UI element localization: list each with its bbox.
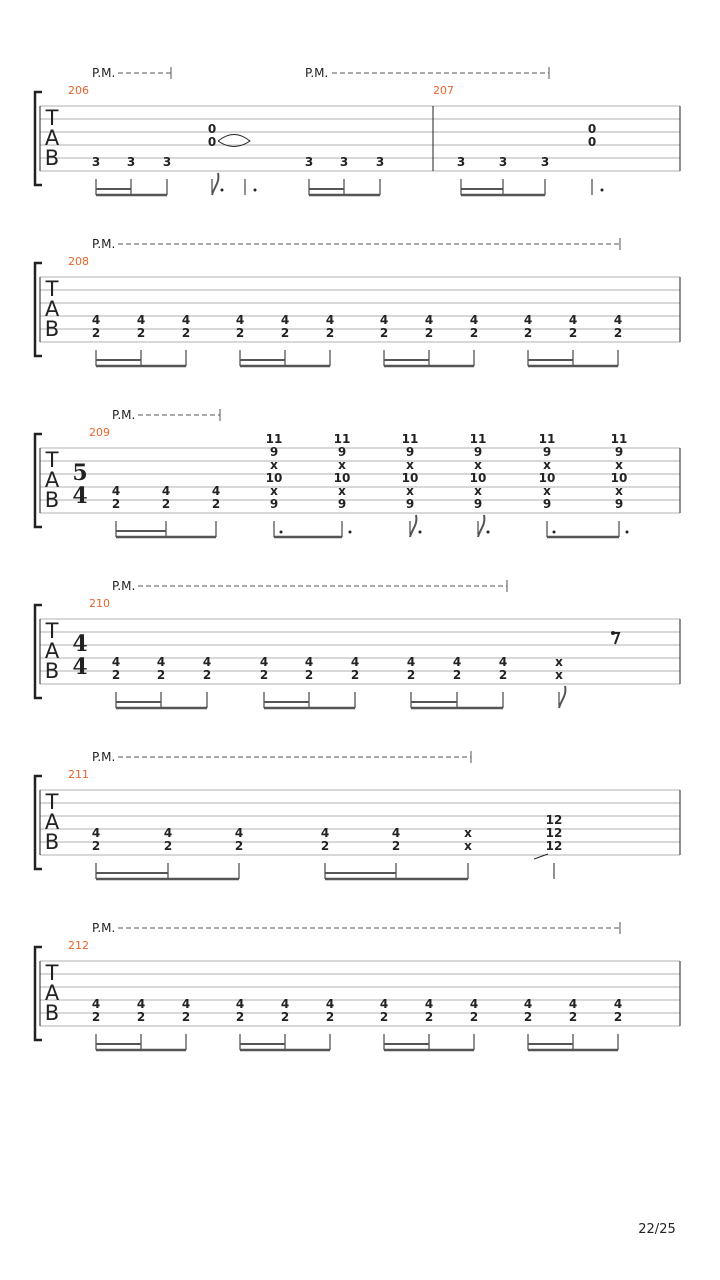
fret-number: 4 xyxy=(111,655,121,669)
fret-number: 2 xyxy=(181,1010,191,1024)
tab-clef-letter: T xyxy=(45,448,59,472)
fret-number: 2 xyxy=(424,326,434,340)
fret-number: x xyxy=(338,458,346,472)
rhythm-dot xyxy=(349,531,352,534)
fret-number: 11 xyxy=(333,432,351,446)
fret-number: 4 xyxy=(280,997,290,1011)
fret-number: x xyxy=(474,484,482,498)
fret-number: 4 xyxy=(234,826,244,840)
rhythm-dot xyxy=(221,189,224,192)
fret-number: x xyxy=(555,668,563,682)
fret-number: 2 xyxy=(156,668,166,682)
fret-number: 2 xyxy=(234,839,244,853)
fret-number: 2 xyxy=(406,668,416,682)
beat xyxy=(541,155,549,169)
beat xyxy=(203,655,211,682)
measure-number: 209 xyxy=(89,426,110,439)
beat xyxy=(588,122,596,149)
measure-number: 206 xyxy=(68,84,89,97)
fret-number: 4 xyxy=(211,484,221,498)
fret-number: 9 xyxy=(337,445,347,459)
fret-number: 3 xyxy=(339,155,349,169)
beat xyxy=(281,997,289,1024)
beat xyxy=(470,997,478,1024)
fret-number: 9 xyxy=(405,497,415,511)
tab-clef-letter: A xyxy=(44,810,60,834)
fret-number: 9 xyxy=(337,497,347,511)
fret-number: 9 xyxy=(269,445,279,459)
fret-number: 0 xyxy=(207,122,217,136)
fret-number: 10 xyxy=(469,471,487,485)
beat xyxy=(546,813,563,853)
tab-clef-letter: A xyxy=(44,126,60,150)
beat xyxy=(137,313,145,340)
fret-number: x xyxy=(406,484,414,498)
beat xyxy=(127,155,135,169)
tab-clef-letter: T xyxy=(45,277,59,301)
fret-number: 4 xyxy=(469,997,479,1011)
fret-number: 4 xyxy=(424,313,434,327)
tab-clef-letter: B xyxy=(44,146,60,170)
fret-number: 4 xyxy=(498,655,508,669)
beat xyxy=(236,997,244,1024)
rhythm-dot xyxy=(601,189,604,192)
fret-number: 11 xyxy=(265,432,283,446)
fret-number: 2 xyxy=(259,668,269,682)
fret-number: 4 xyxy=(325,313,335,327)
fret-number: x xyxy=(406,458,414,472)
fret-number: 2 xyxy=(379,1010,389,1024)
tab-clef-letter: T xyxy=(45,790,59,814)
beat xyxy=(569,997,577,1024)
note-flag xyxy=(559,686,565,708)
rhythm-dot xyxy=(487,531,490,534)
beat xyxy=(236,313,244,340)
fret-number: 2 xyxy=(498,668,508,682)
beat xyxy=(611,432,628,511)
tab-system-5 xyxy=(35,750,680,879)
palm-mute-label: P.M. xyxy=(92,66,116,80)
fret-number: 4 xyxy=(523,997,533,1011)
fret-number: 4 xyxy=(235,313,245,327)
beat xyxy=(380,313,388,340)
fret-number: 4 xyxy=(568,997,578,1011)
fret-number: 2 xyxy=(163,839,173,853)
tab-clef-letter: T xyxy=(45,961,59,985)
beat xyxy=(539,432,556,511)
beat xyxy=(457,155,465,169)
fret-number: 4 xyxy=(235,997,245,1011)
fret-number: 2 xyxy=(613,1010,623,1024)
fret-number: 10 xyxy=(401,471,419,485)
palm-mute-label: P.M. xyxy=(92,237,116,251)
measure-number: 211 xyxy=(68,768,89,781)
beat xyxy=(392,826,400,853)
fret-number: 4 xyxy=(163,826,173,840)
beat xyxy=(614,313,622,340)
note-flag xyxy=(410,515,416,537)
fret-number: 9 xyxy=(542,445,552,459)
beat xyxy=(425,313,433,340)
fret-number: 2 xyxy=(111,497,121,511)
tab-clef-letter: T xyxy=(45,619,59,643)
fret-number: 2 xyxy=(136,1010,146,1024)
beat xyxy=(499,655,507,682)
beat xyxy=(157,655,165,682)
beat xyxy=(112,655,120,682)
fret-number: x xyxy=(464,839,472,853)
beat xyxy=(162,484,170,511)
fret-number: 0 xyxy=(207,135,217,149)
measure-number: 212 xyxy=(68,939,89,952)
fret-number: x xyxy=(555,655,563,669)
fret-number: 4 xyxy=(379,313,389,327)
fret-number: 2 xyxy=(379,326,389,340)
fret-number: 4 xyxy=(350,655,360,669)
fret-number: x xyxy=(474,458,482,472)
fret-number: 2 xyxy=(91,1010,101,1024)
fret-number: 4 xyxy=(325,997,335,1011)
fret-number: 11 xyxy=(610,432,628,446)
measure-number: 210 xyxy=(89,597,110,610)
tab-system-2 xyxy=(35,237,680,366)
fret-number: 4 xyxy=(136,313,146,327)
fret-number: 9 xyxy=(614,497,624,511)
note-flag xyxy=(478,515,484,537)
tab-clef-letter: B xyxy=(44,317,60,341)
fret-number: x xyxy=(270,458,278,472)
tab-clef-letter: T xyxy=(45,106,59,130)
fret-number: 11 xyxy=(401,432,419,446)
tab-clef-letter: B xyxy=(44,488,60,512)
fret-number: 2 xyxy=(523,1010,533,1024)
beat xyxy=(305,655,313,682)
beat xyxy=(235,826,243,853)
fret-number: 4 xyxy=(202,655,212,669)
fret-number: 2 xyxy=(568,326,578,340)
rhythm-dot xyxy=(254,189,257,192)
tab-clef-letter: B xyxy=(44,1001,60,1025)
fret-number: x xyxy=(464,826,472,840)
fret-number: 2 xyxy=(91,839,101,853)
fret-number: x xyxy=(615,458,623,472)
palm-mute-label: P.M. xyxy=(112,579,136,593)
fret-number: 2 xyxy=(391,839,401,853)
fret-number: 4 xyxy=(613,313,623,327)
fret-number: 2 xyxy=(320,839,330,853)
beat xyxy=(137,997,145,1024)
beat xyxy=(164,826,172,853)
tab-clef-letter: A xyxy=(44,468,60,492)
tab-clef-letter: B xyxy=(44,830,60,854)
palm-mute-label: P.M. xyxy=(112,408,136,422)
fret-number: 2 xyxy=(211,497,221,511)
fret-number: 4 xyxy=(469,313,479,327)
fret-number: 2 xyxy=(235,1010,245,1024)
beat xyxy=(92,155,100,169)
fret-number: 10 xyxy=(610,471,628,485)
beat xyxy=(376,155,384,169)
beat xyxy=(499,155,507,169)
beat xyxy=(305,155,313,169)
fret-number: x xyxy=(543,458,551,472)
fret-number: 3 xyxy=(375,155,385,169)
fret-number: 2 xyxy=(304,668,314,682)
fret-number: 2 xyxy=(111,668,121,682)
fret-number: 12 xyxy=(545,839,563,853)
fret-number: 4 xyxy=(304,655,314,669)
beat xyxy=(163,155,171,169)
fret-number: 4 xyxy=(452,655,462,669)
tab-clef-letter: B xyxy=(44,659,60,683)
fret-number: 2 xyxy=(136,326,146,340)
tab-system-4 xyxy=(35,579,680,708)
fret-number: 10 xyxy=(333,471,351,485)
fret-number: 2 xyxy=(523,326,533,340)
fret-number: 2 xyxy=(613,326,623,340)
beat xyxy=(266,432,283,511)
fret-number: 0 xyxy=(587,122,597,136)
fret-number: 4 xyxy=(136,997,146,1011)
fret-number: 2 xyxy=(280,1010,290,1024)
beat xyxy=(326,997,334,1024)
fret-number: x xyxy=(270,484,278,498)
time-signature-top: 5 xyxy=(72,460,88,486)
fret-number: 4 xyxy=(523,313,533,327)
eighth-rest-dot xyxy=(611,631,615,635)
rhythm-dot xyxy=(419,531,422,534)
beat xyxy=(92,313,100,340)
fret-number: 2 xyxy=(568,1010,578,1024)
palm-mute-label: P.M. xyxy=(92,921,116,935)
beat xyxy=(524,997,532,1024)
fret-number: 4 xyxy=(613,997,623,1011)
measure-number: 208 xyxy=(68,255,89,268)
time-signature-top: 4 xyxy=(72,631,88,657)
fret-number: 2 xyxy=(181,326,191,340)
tab-clef-letter: A xyxy=(44,639,60,663)
fret-number: 3 xyxy=(456,155,466,169)
fret-number: 0 xyxy=(587,135,597,149)
fret-number: 4 xyxy=(280,313,290,327)
beat xyxy=(470,432,487,511)
fret-number: 2 xyxy=(280,326,290,340)
beat xyxy=(92,826,100,853)
beat xyxy=(340,155,348,169)
tab-system-3 xyxy=(35,408,680,537)
fret-number: 9 xyxy=(405,445,415,459)
beat xyxy=(182,997,190,1024)
beat xyxy=(334,432,351,511)
fret-number: 3 xyxy=(304,155,314,169)
note-flag xyxy=(212,173,218,195)
fret-number: 4 xyxy=(320,826,330,840)
beat xyxy=(425,997,433,1024)
beat xyxy=(569,313,577,340)
rhythm-dot xyxy=(553,531,556,534)
time-signature-bottom: 4 xyxy=(72,654,88,680)
beat xyxy=(555,655,563,682)
fret-number: 11 xyxy=(469,432,487,446)
fret-number: 2 xyxy=(469,326,479,340)
fret-number: 9 xyxy=(473,497,483,511)
fret-number: 2 xyxy=(469,1010,479,1024)
page-number: 22/25 xyxy=(638,1222,676,1237)
fret-number: 3 xyxy=(126,155,136,169)
fret-number: 2 xyxy=(424,1010,434,1024)
beat xyxy=(351,655,359,682)
beat xyxy=(453,655,461,682)
fret-number: 4 xyxy=(391,826,401,840)
fret-number: 10 xyxy=(265,471,283,485)
fret-number: 4 xyxy=(424,997,434,1011)
tab-system-6 xyxy=(35,921,680,1050)
measure-number: 207 xyxy=(433,84,454,97)
rhythm-dot xyxy=(626,531,629,534)
beat xyxy=(326,313,334,340)
palm-mute-label: P.M. xyxy=(305,66,329,80)
beat xyxy=(402,432,419,511)
fret-number: 4 xyxy=(259,655,269,669)
fret-number: x xyxy=(338,484,346,498)
beat xyxy=(92,997,100,1024)
fret-number: 2 xyxy=(202,668,212,682)
fret-number: 2 xyxy=(325,326,335,340)
fret-number: 2 xyxy=(91,326,101,340)
fret-number: 2 xyxy=(325,1010,335,1024)
beat xyxy=(470,313,478,340)
fret-number: 3 xyxy=(498,155,508,169)
fret-number: 2 xyxy=(452,668,462,682)
fret-number: 4 xyxy=(156,655,166,669)
fret-number: 9 xyxy=(473,445,483,459)
fret-number: 4 xyxy=(406,655,416,669)
fret-number: 3 xyxy=(540,155,550,169)
beat xyxy=(112,484,120,511)
rhythm-dot xyxy=(280,531,283,534)
fret-number: 2 xyxy=(350,668,360,682)
fret-number: 4 xyxy=(568,313,578,327)
beat xyxy=(281,313,289,340)
fret-number: 4 xyxy=(91,997,101,1011)
fret-number: 4 xyxy=(181,997,191,1011)
beat xyxy=(260,655,268,682)
fret-number: 9 xyxy=(269,497,279,511)
fret-number: 4 xyxy=(161,484,171,498)
fret-number: 4 xyxy=(111,484,121,498)
tab-clef-letter: A xyxy=(44,981,60,1005)
fret-number: 2 xyxy=(161,497,171,511)
fret-number: 9 xyxy=(542,497,552,511)
fret-number: 4 xyxy=(379,997,389,1011)
beat xyxy=(212,484,220,511)
fret-number: 9 xyxy=(614,445,624,459)
tab-clef-letter: A xyxy=(44,297,60,321)
fret-number: 4 xyxy=(91,313,101,327)
fret-number: 12 xyxy=(545,826,563,840)
fret-number: 2 xyxy=(235,326,245,340)
time-signature-bottom: 4 xyxy=(72,483,88,509)
fret-number: x xyxy=(615,484,623,498)
palm-mute-label: P.M. xyxy=(92,750,116,764)
beat xyxy=(614,997,622,1024)
tab-system-1 xyxy=(35,66,680,195)
beat xyxy=(464,826,472,853)
beat xyxy=(321,826,329,853)
fret-number: 3 xyxy=(91,155,101,169)
fret-number: 12 xyxy=(545,813,563,827)
beat xyxy=(182,313,190,340)
beat xyxy=(524,313,532,340)
beat xyxy=(407,655,415,682)
fret-number: x xyxy=(543,484,551,498)
fret-number: 3 xyxy=(162,155,172,169)
fret-number: 10 xyxy=(538,471,556,485)
fret-number: 11 xyxy=(538,432,556,446)
beat xyxy=(380,997,388,1024)
fret-number: 4 xyxy=(91,826,101,840)
fret-number: 4 xyxy=(181,313,191,327)
